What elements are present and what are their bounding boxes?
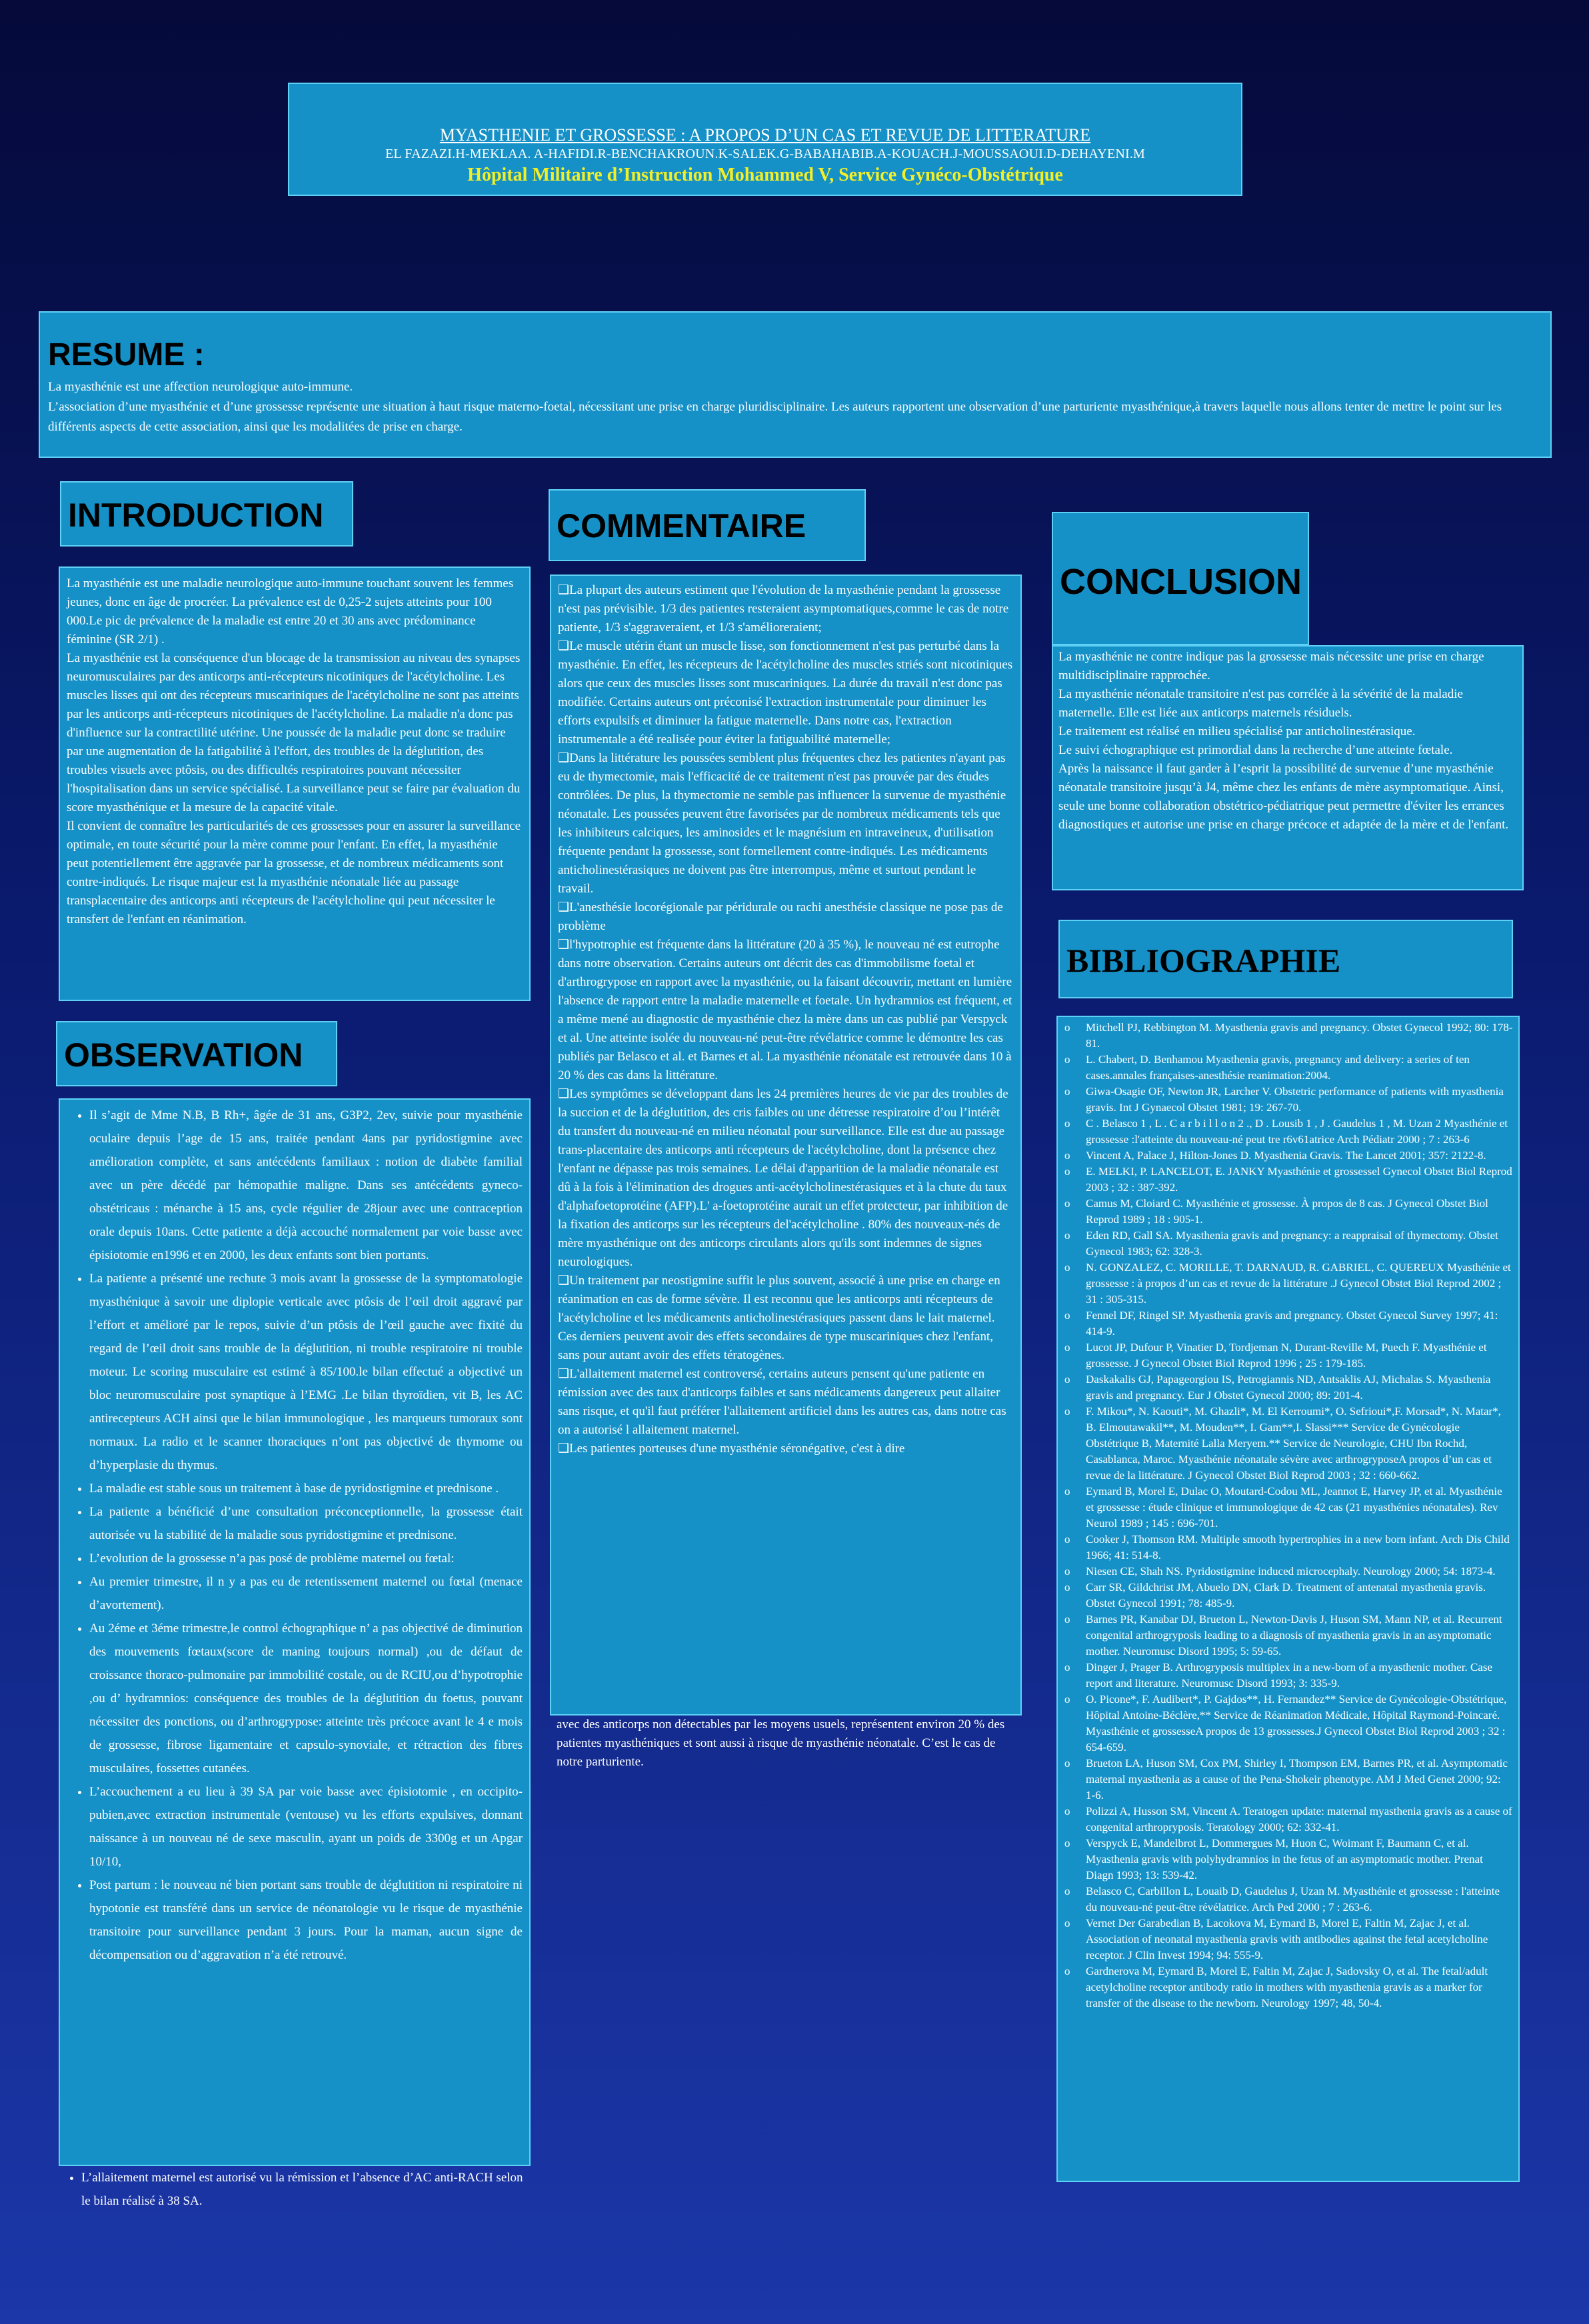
reference-item: o Carr SR, Gildchrist JM, Abuelo DN, Clark D. Treatment of antenatal myasthenia gravis. Obstet Gynecol 1991; 78: 485-9. [1064,1581,1486,1610]
conclusion-line: La myasthénie ne contre indique pas la grossesse mais nécessite une prise en charge multidisciplinaire rapprochée. [1058,650,1484,682]
resume-heading: RESUME : [48,337,205,373]
circle-bullet-icon: o [1064,1053,1070,1066]
observation-item: • L’accouchement a eu lieu à 39 SA par voie basse avec épisiotomie , en occipito-pubien,avec extraction instrumentale (ventouse) vu les efforts expulsives, donnant naissance à un nouveau né de sexe masculin, ayant un poids de 3300g et un Apgar 10/10, [89,1780,523,1873]
conclusion-line: La myasthénie néonatale transitoire n'est pas corrélée à la sévérité de la maladie maternelle. Elle est liée aux anticorps maternels résiduels. [1058,687,1463,720]
bibliographie-heading: BIBLIOGRAPHIE [1058,920,1513,998]
resume-section [39,311,1552,458]
observation-item: • Il s’agit de Mme N.B, B Rh+, âgée de 31 ans, G3P2, 2ev, suivie pour myasthénie oculaire depuis l’age de 15 ans, traitée pendant 4ans par pyridostigmine avec amélioration complète, et sans antécédents familiaux : notion de diabète familial avec un père décédé par hémopathie maligne. Dans ses antécédents gyneco-obstétricaus : ménarche à 15 ans, cycle régulier de 28jour avec une contraception orale depuis 10ans. Cette patiente a déjà accouché normalement par voie basse avec épisiotomie en1996 et en 2000, les deux enfants sont bien portants. [89,1104,523,1267]
introduction-heading: INTRODUCTION [60,481,353,547]
circle-bullet-icon: o [1064,1661,1070,1674]
circle-bullet-icon: o [1064,1885,1070,1897]
circle-bullet-icon: o [1064,1021,1070,1034]
observation-item: • Post partum : le nouveau né bien portant sans trouble de déglutition ni respiratoire ni hypotonie est transféré dans un service de néonatologie vu le risque de myasthénie transitoire pour surveillance pendant 3 jours. Pour la maman, aucun signe de décompensation ou d’aggravation n’a été retrouvé. [89,1873,523,1967]
observation-body [59,1098,531,2166]
observation-item: • Au 2éme et 3éme trimestre,le control échographique n’ a pas objectivé de diminution des mouvements fœtaux(score de maning toujours normal) ,ou de défaut de croissance thoraco-pulmonaire par immobilité costale, ou de RCIU,ou d’hypotrophie ,ou d’ hydramnios: conséquence des troubles de la déglutition du foetus, pouvant nécessiter des ponctions, ou d’arthrogrypose: atteinte très précoce avant le 4 e mois de grossesse, fibrose ligamentaire et capsulo-synoviale, et rétraction des fibres musculaires, fossettes cutanées. [89,1617,523,1780]
observation-item: • La patiente a bénéficié d’une consultation préconceptionnelle, la grossesse était autorisée vu la stabilité de la maladie sous pyridostigmine et prednisone. [89,1500,523,1547]
conclusion-line: Le suivi échographique est primordial dans la recherche d’une atteinte fœtale. [1058,743,1453,757]
circle-bullet-icon: o [1064,1405,1070,1418]
circle-bullet-icon: o [1064,1693,1070,1706]
observation-item: • L’allaitement maternel est autorisé vu la rémission et l’absence d’AC anti-RACH selon le bilan réalisé à 38 SA. [81,2166,531,2213]
circle-bullet-icon: o [1064,1117,1070,1130]
reference-item: o O. Picone*, F. Audibert*, P. Gajdos**, H. Fernandez** Service de Gynécologie-Obstétrique, Hôpital Antoine-Béclère,** Service de Réanimation Médicale, Hôpital Raymond-Poincaré. Myasthénie et grossesseA propos de 13 grossesses.J Gynecol Obstet Biol Reprod 2003 ; 32 : 654-659. [1064,1693,1507,1753]
checkbox-bullet-icon: ❑ [558,1274,570,1288]
commentaire-paragraph: ❑Un traitement par neostigmine suffit le plus souvent, associé à une prise en charge en réanimation en cas de forme sévère. Il est reconnu que les anticorps anti récepteurs de l'acétylcholine et les médicaments anticholinestérasiques passent dans le lait maternel. Ces derniers peuvent avoir des effets secondaires de type muscariniques chez l'enfant, sans pour autant avoir des effets tératogènes. [558,1274,1000,1362]
circle-bullet-icon: o [1064,1581,1070,1594]
commentaire-paragraph: ❑Le muscle utérin étant un muscle lisse, son fonctionnement n'est pas perturbé dans la myasthénie. En effet, les récepteurs de l'acétylcholine des muscles striés sont nicotiniques alors que ceux des muscles lisses sont muscariniques. La durée du travail n'est donc pas modifiée. Certains auteurs ont préconisé l'extraction instrumentale pour diminuer les efforts expulsifs et diminuer la fatigue maternelle. Dans notre cas, l'extraction instrumentale a été realisée pour éviter la fatiguabilité maternelle; [558,639,1013,746]
reference-item: o Eymard B, Morel E, Dulac O, Moutard-Codou ML, Jeannot E, Harvey JP, et al. Myasthénie et grossesse : étude clinique et immunologique de 42 cas (21 myasthénies néonatales). Rev Neurol 1989 ; 145 : 696-701. [1064,1485,1502,1530]
commentaire-paragraph: ❑L'anesthésie locorégionale par péridurale ou rachi anesthésie classique ne pose pas de problème [558,900,1003,933]
reference-item: o Mitchell PJ, Rebbington M. Myasthenia gravis and pregnancy. Obstet Gynecol 1992; 80: 178-81. [1064,1021,1513,1050]
reference-item: o Barnes PR, Kanabar DJ, Brueton L, Newton-Davis J, Huson SM, Mann NP, et al. Recurrent congenital arthrogryposis leading to a diagnosis of myasthenia gravis in an asymptomatic mother. Neuromusc Disord 1995; 5: 59-65. [1064,1613,1502,1658]
authors-line: EL FAZAZI.H-MEKLAA. A-HAFIDI.R-BENCHAKROUN.K-SALEK.G-BABAHABIB.A-KOUACH.J-MOUSSAOUI.D-DEHAYENI.M [385,147,1146,161]
circle-bullet-icon: o [1064,1485,1070,1498]
reference-item: o Polizzi A, Husson SM, Vincent A. Teratogen update: maternal myasthenia gravis as a cause of congenital arthropryposis. Teratology 2000; 62: 332-41. [1064,1805,1512,1833]
resume-line-2: L’association d’une myasthénie et d’une grossesse représente une situation à haut risque materno-foetal, nécessitant une prise en charge pluridisciplinaire. Les auteurs rapportent une observation d’une parturiente myasthénique,à travers laquelle nous allons tenter de mettre le point sur les différents aspects de cette association, ainsi que les modalitées de prise en charge. [48,400,1502,434]
commentaire-paragraph: ❑La plupart des auteurs estiment que l'évolution de la myasthénie pendant la grossesse n'est pas prévisible. 1/3 des patientes resteraient asymptomatiques,comme le cas de notre patiente, 1/3 s'aggraveraient, et 1/3 s'amélioreraient; [558,583,1009,634]
commentaire-paragraph: ❑l'hypotrophie est fréquente dans la littérature (20 à 35 %), le nouveau né est eutrophe dans notre observation. Certains auteurs ont décrit des cas d'immobilisme foetal et d'arthrogrypose en rapport avec la myasthénie, ou la faisant découvrir, mettant en lumière l'absence de rapport entre la maladie maternelle et foetale. Un hydramnios est fréquent, et a même mené au diagnostic de myasthénie chez la mère dans un cas publié par Verspyck et al. Une atteinte isolée du nouveau-né peut-être révélatrice comme le démontre les cas publiés par Belasco et al. et Barnes et al. La myasthénie néonatale est retrouvée dans 10 à 20 % des cas dans la littérature. [558,938,1012,1082]
circle-bullet-icon: o [1064,1341,1070,1354]
circle-bullet-icon: o [1064,1837,1070,1849]
reference-item: o Cooker J, Thomson RM. Multiple smooth hypertrophies in a new born infant. Arch Dis Child 1966; 41: 514-8. [1064,1533,1510,1562]
reference-item: o Vincent A, Palace J, Hilton-Jones D. Myasthenia Gravis. The Lancet 2001; 357: 2122-8. [1063,1148,1513,1164]
observation-last-item [59,2166,531,2213]
conclusion-body [1052,645,1524,890]
circle-bullet-icon: o [1064,1757,1070,1769]
checkbox-bullet-icon: ❑ [558,938,570,952]
circle-bullet-icon: o [1064,1373,1070,1386]
observation-item: • L’evolution de la grossesse n’a pas posé de problème maternel ou fœtal: [89,1547,523,1570]
circle-bullet-icon: o [1064,1917,1070,1929]
observation-item: • Au premier trimestre, il n y a pas eu de retentissement maternel ou fœtal (menace d’avortement). [89,1570,523,1617]
reference-item: o Belasco C, Carbillon L, Louaib D, Gaudelus J, Uzan M. Myasthénie et grossesse : l'atteinte du nouveau-né peut-être révélatrice. Arch Ped 2000 ; 7 : 263-6. [1064,1885,1500,1913]
conclusion-line: Après la naissance il faut garder à l’esprit la possibilité de survenue d’une myasthénie néonatale transitoire jusqu’à J4, même chez les enfants de mère asymptomatique. Ainsi, seule une bonne collaboration obstétrico-pédiatrique peut permettre d'éviter les errances diagnostiques et autorise une prise en charge précoce et adaptée de la mère et de l'enfant. [1058,762,1509,832]
checkbox-bullet-icon: ❑ [558,639,570,653]
reference-item: o Niesen CE, Shah NS. Pyridostigmine induced microcephaly. Neurology 2000; 54: 1873-4. [1063,1564,1513,1580]
circle-bullet-icon: o [1064,1149,1070,1162]
reference-item: o Eden RD, Gall SA. Myasthenia gravis and pregnancy: a reappraisal of thymectomy. Obstet Gynecol 1983; 62: 328-3. [1064,1229,1498,1258]
circle-bullet-icon: o [1064,1805,1070,1817]
circle-bullet-icon: o [1064,1261,1070,1274]
intro-paragraph: La myasthénie est une maladie neurologique auto-immune touchant souvent les femmes jeunes, donc en âge de procréer. La prévalence est de 0,25-2 sujets atteints pour 100 000.Le pic de prévalence de la maladie est entre 20 et 30 ans avec prédominance féminine (SR 2/1) . [67,577,514,646]
institution-line: Hôpital Militaire d’Instruction Mohammed V, Service Gynéco-Obstétrique [467,165,1063,185]
reference-item: o L. Chabert, D. Benhamou Myasthenia gravis, pregnancy and delivery: a series of ten cases.annales françaises-anesthésie reanimation:2004. [1064,1053,1470,1082]
circle-bullet-icon: o [1064,1085,1070,1098]
introduction-body [59,567,531,1001]
circle-bullet-icon: o [1064,1229,1070,1242]
checkbox-bullet-icon: ❑ [558,900,570,914]
intro-paragraph: La myasthénie est la conséquence d'un blocage de la transmission au niveau des synapses neuromusculaires par des anticorps anti-récepteurs nicotiniques de l'acétylcholine. Les muscles lisses qui ont des récepteurs muscariniques de l'acétylcholine ne sont pas atteints par les anticorps anti-récepteurs nicotiniques de l'acétylcholine. La maladie n'a donc pas d'influence sur la contractilité utérine. Une poussée de la maladie peut donc se traduire par une augmentation de la fatigabilité à l'effort, des troubles de la déglutition, des troubles visuels avec ptôsis, ou des difficultés respiratoires pouvant nécessiter l'hospitalisation dans un service spécialisé. La surveillance peut se faire par évaluation du score myasthénique et la mesure de la capacité vitale. [67,651,521,814]
conclusion-heading: CONCLUSION [1052,512,1309,645]
observation-item: • La patiente a présenté une rechute 3 mois avant la grossesse de la symptomatologie myasthénique à savoir une diplopie verticale avec ptôsis de l’œil droit aggravé par l’effort et amélioré par le repos, suivie d’un ptôsis de l’œil gauche avec fixité du regard de l’œil droit sans trouble de la déglutition, ni trouble respiratoire ni trouble moteur. Le scoring musculaire est estimé à 85/100.le bilan effectué a objectivé un bloc neuromusculaire post synaptique à l’EMG .Le bilan thyroïdien, vit B, les AC antirecepteurs ACH ainsi que le bilan immunologique , les marqueurs tumoraux sont normaux. La radio et le scanner thoraciques n’ont pas objectivé de thymome ou d’hyperplasie du thymus. [89,1267,523,1477]
commentaire-paragraph: ❑Dans la littérature les poussées semblent plus fréquentes chez les patientes n'ayant pas eu de thymectomie, mais l'efficacité de ce traitement n'est pas prouvée par des études contrôlées. De plus, la thymectomie ne semble pas influencer la survenue de myasthénie néonatale. Les poussées peuvent être favorisées par de nombreux médicaments tels que les inhibiteurs calciques, les aminosides et le magnésium en intraveineux, d'utilisation fréquente pendant la grossesse, sont formellement contre-indiqués. Les médicaments anticholinestérasiques ne doivent pas être interrompus, même et surtout pendant le travail. [558,751,1006,896]
reference-item: o C . Belasco 1 , L . C a r b i l l o n 2 ., D . Lousib 1 , J . Gaudelus 1 , M. Uzan 2 Myasthénie et grossesse :l'atteinte du nouveau-né peut tre r6v61atrice Arch Pédiatr 2000 ; 7 : 263-6 [1064,1117,1508,1146]
checkbox-bullet-icon: ❑ [558,1087,570,1101]
reference-item: o Giwa-Osagie OF, Newton JR, Larcher V. Obstetric performance of patients with myasthenia gravis. Int J Gynaecol Obstet 1981; 19: 267-70. [1064,1085,1504,1114]
intro-paragraph: Il convient de connaître les particularités de ces grossesses pour en assurer la surveillance optimale, en toute sécurité pour la mère comme pour l'enfant. En effet, la myasthénie peut potentiellement être aggravée par la grossesse, et de nombreux médicaments sont contre-indiqués. Le risque majeur est la myasthénie néonatale liée au passage transplacentaire des anticorps anti récepteurs de l'acétylcholine qui peut nécessiter le transfert de l'enfant en réanimation. [67,819,521,926]
observation-item: • La maladie est stable sous un traitement à base de pyridostigmine et prednisone . [89,1477,523,1500]
checkbox-bullet-icon: ❑ [558,583,570,597]
reference-item: o Vernet Der Garabedian B, Lacokova M, Eymard B, Morel E, Faltin M, Zajac J, et al. Association of neonatal myasthenia gravis with antibodies against the fetal acetylcholine receptor. J Clin Invest 1994; 94: 555-9. [1064,1917,1488,1961]
reference-item: o E. MELKI, P. LANCELOT, E. JANKY Myasthénie et grossessel Gynecol Obstet Biol Reprod 2003 ; 32 : 387-392. [1064,1165,1512,1194]
circle-bullet-icon: o [1064,1165,1070,1178]
observation-heading: OBSERVATION [56,1021,337,1086]
reference-item: o Fennel DF, Ringel SP. Myasthenia gravis and pregnancy. Obstet Gynecol Survey 1997; 41: 414-9. [1064,1309,1498,1338]
checkbox-bullet-icon: ❑ [558,1442,570,1456]
reference-item: o N. GONZALEZ, C. MORILLE, T. DARNAUD, R. GABRIEL, C. QUEREUX Myasthénie et grossesse : à propos d’un cas et revue de la littérature .J Gynecol Obstet Biol Reprod 2002 ; 31 : 305-315. [1064,1261,1511,1306]
commentaire-paragraph: ❑Les symptômes se développant dans les 24 premières heures de vie par des troubles de la succion et de la déglutition, des cris faibles ou une détresse respiratoire d’ou l’intérêt du transfert du nouveau-né en milieu néonatal pour surveillance. Elle est due au passage trans-placentaire des anticorps anti récepteurs de l'acétylcholine, dont la présence chez l'enfant ne dépasse pas trois semaines. Le délai d'apparition de la maladie néonatale est dû à la fois à l'élimination des drogues anti-acétylcholinestérasiques et à la chute du taux d'alphafoetoprotéine (AFP).L' a-foetoprotéine aurait un effet protecteur, par inhibition de la fixation des anticorps sur les récepteurs del'acétylcholine . 80% des nouveaux-nés de mère myasthénique ont des anticorps circulants alors qu'ils sont indemnes de signes neurologiques. [558,1087,1008,1269]
circle-bullet-icon: o [1064,1533,1070,1546]
reference-item: o Camus M, Cloiard C. Myasthénie et grossesse. À propos de 8 cas. J Gynecol Obstet Biol Reprod 1989 ; 18 : 905-1. [1064,1197,1488,1226]
poster-title: MYASTHENIE ET GROSSESSE : A PROPOS D’UN CAS ET REVUE DE LITTERATURE [439,125,1091,145]
reference-list [1063,1020,1513,2011]
reference-item: o F. Mikou*, N. Kaouti*, M. Ghazli*, M. El Kerroumi*, O. Sefrioui*,F. Morsad*, N. Matar*, B. Elmoutawakil**, M. Mouden**, I. Gam**,I. Slassi*** Service de Gynécologie Obstétrique B, Maternité Lalla Meryem.** Service de Neurologie, CHU Ibn Rochd, Casablanca, Maroc. Myasthénie néonatale sévère avec arthrogryposeA propos d’un cas et revue de la littérature. J Gynecol Obstet Biol Reprod 2003 ; 32 : 660-662. [1064,1405,1501,1482]
circle-bullet-icon: o [1064,1309,1070,1322]
commentaire-body [550,575,1022,1716]
circle-bullet-icon: o [1064,1613,1070,1626]
commentaire-overflow: avec des anticorps non détectables par les moyens usuels, représentent environ 20 % des patientes myasthéniques et sont aussi à risque de myasthénie néonatale. C’est le cas de notre parturiente. [557,1718,1005,1769]
reference-item: o Gardnerova M, Eymard B, Morel E, Faltin M, Zajac J, Sadovsky O, et al. The fetal/adult acetylcholine receptor antibody ratio in mothers with myasthenia gravis as a marker for transfer of the disease to the newborn. Neurology 1997; 48, 50-4. [1064,1965,1488,2009]
checkbox-bullet-icon: ❑ [558,751,570,765]
reference-item: o Daskakalis GJ, Papageorgiou IS, Petrogiannis ND, Antsaklis AJ, Michalas S. Myasthenia gravis and pregnancy. Eur J Obstet Gynecol 2000; 89: 201-4. [1064,1373,1491,1402]
title-banner [288,83,1242,196]
resume-line-1: La myasthénie est une affection neurologique auto-immune. [48,380,353,394]
reference-item: o Lucot JP, Dufour P, Vinatier D, Tordjeman N, Durant-Reville M, Puech F. Myasthénie et grossesse. J Gynecol Obstet Biol Reprod 1996 ; 25 : 179-185. [1064,1341,1487,1370]
reference-item: o Brueton LA, Huson SM, Cox PM, Shirley I, Thompson EM, Barnes PR, et al. Asymptomatic maternal myasthenia as a cause of the Pena-Shokeir phenotype. AM J Med Genet 2000; 92: 1-6. [1064,1757,1508,1801]
circle-bullet-icon: o [1064,1965,1070,1977]
circle-bullet-icon: o [1064,1197,1070,1210]
bibliographie-body [1056,1016,1520,2182]
commentaire-paragraph: ❑L'allaitement maternel est controversé, certains auteurs pensent qu'une patiente en rémission avec des taux d'anticorps faibles et sans médicaments dangereux peut allaiter sans risque, et qu'il faut préférer l'allaitement artificiel dans les autres cas, dans notre cas on a autorisé l allaitement maternel. [558,1367,1006,1437]
checkbox-bullet-icon: ❑ [558,1367,570,1381]
circle-bullet-icon: o [1064,1565,1070,1578]
commentaire-paragraph: ❑Les patientes porteuses d'une myasthénie séronégative, c'est à dire [558,1442,905,1456]
reference-item: o Dinger J, Prager B. Arthrogryposis multiplex in a new-born of a myasthenic mother. Case report and literature. Neuromusc Disord 1993; 3: 335-9. [1064,1661,1492,1690]
conclusion-line: Le traitement est réalisé en milieu spécialisé par anticholinestérasique. [1058,724,1416,738]
reference-item: o Verspyck E, Mandelbrot L, Dommergues M, Huon C, Woimant F, Baumann C, et al. Myasthenia gravis with polyhydramnios in the fetus of an asymptomatic mother. Prenat Diagn 1993; 13: 539-42. [1064,1837,1483,1881]
commentaire-heading: COMMENTAIRE [549,489,866,561]
